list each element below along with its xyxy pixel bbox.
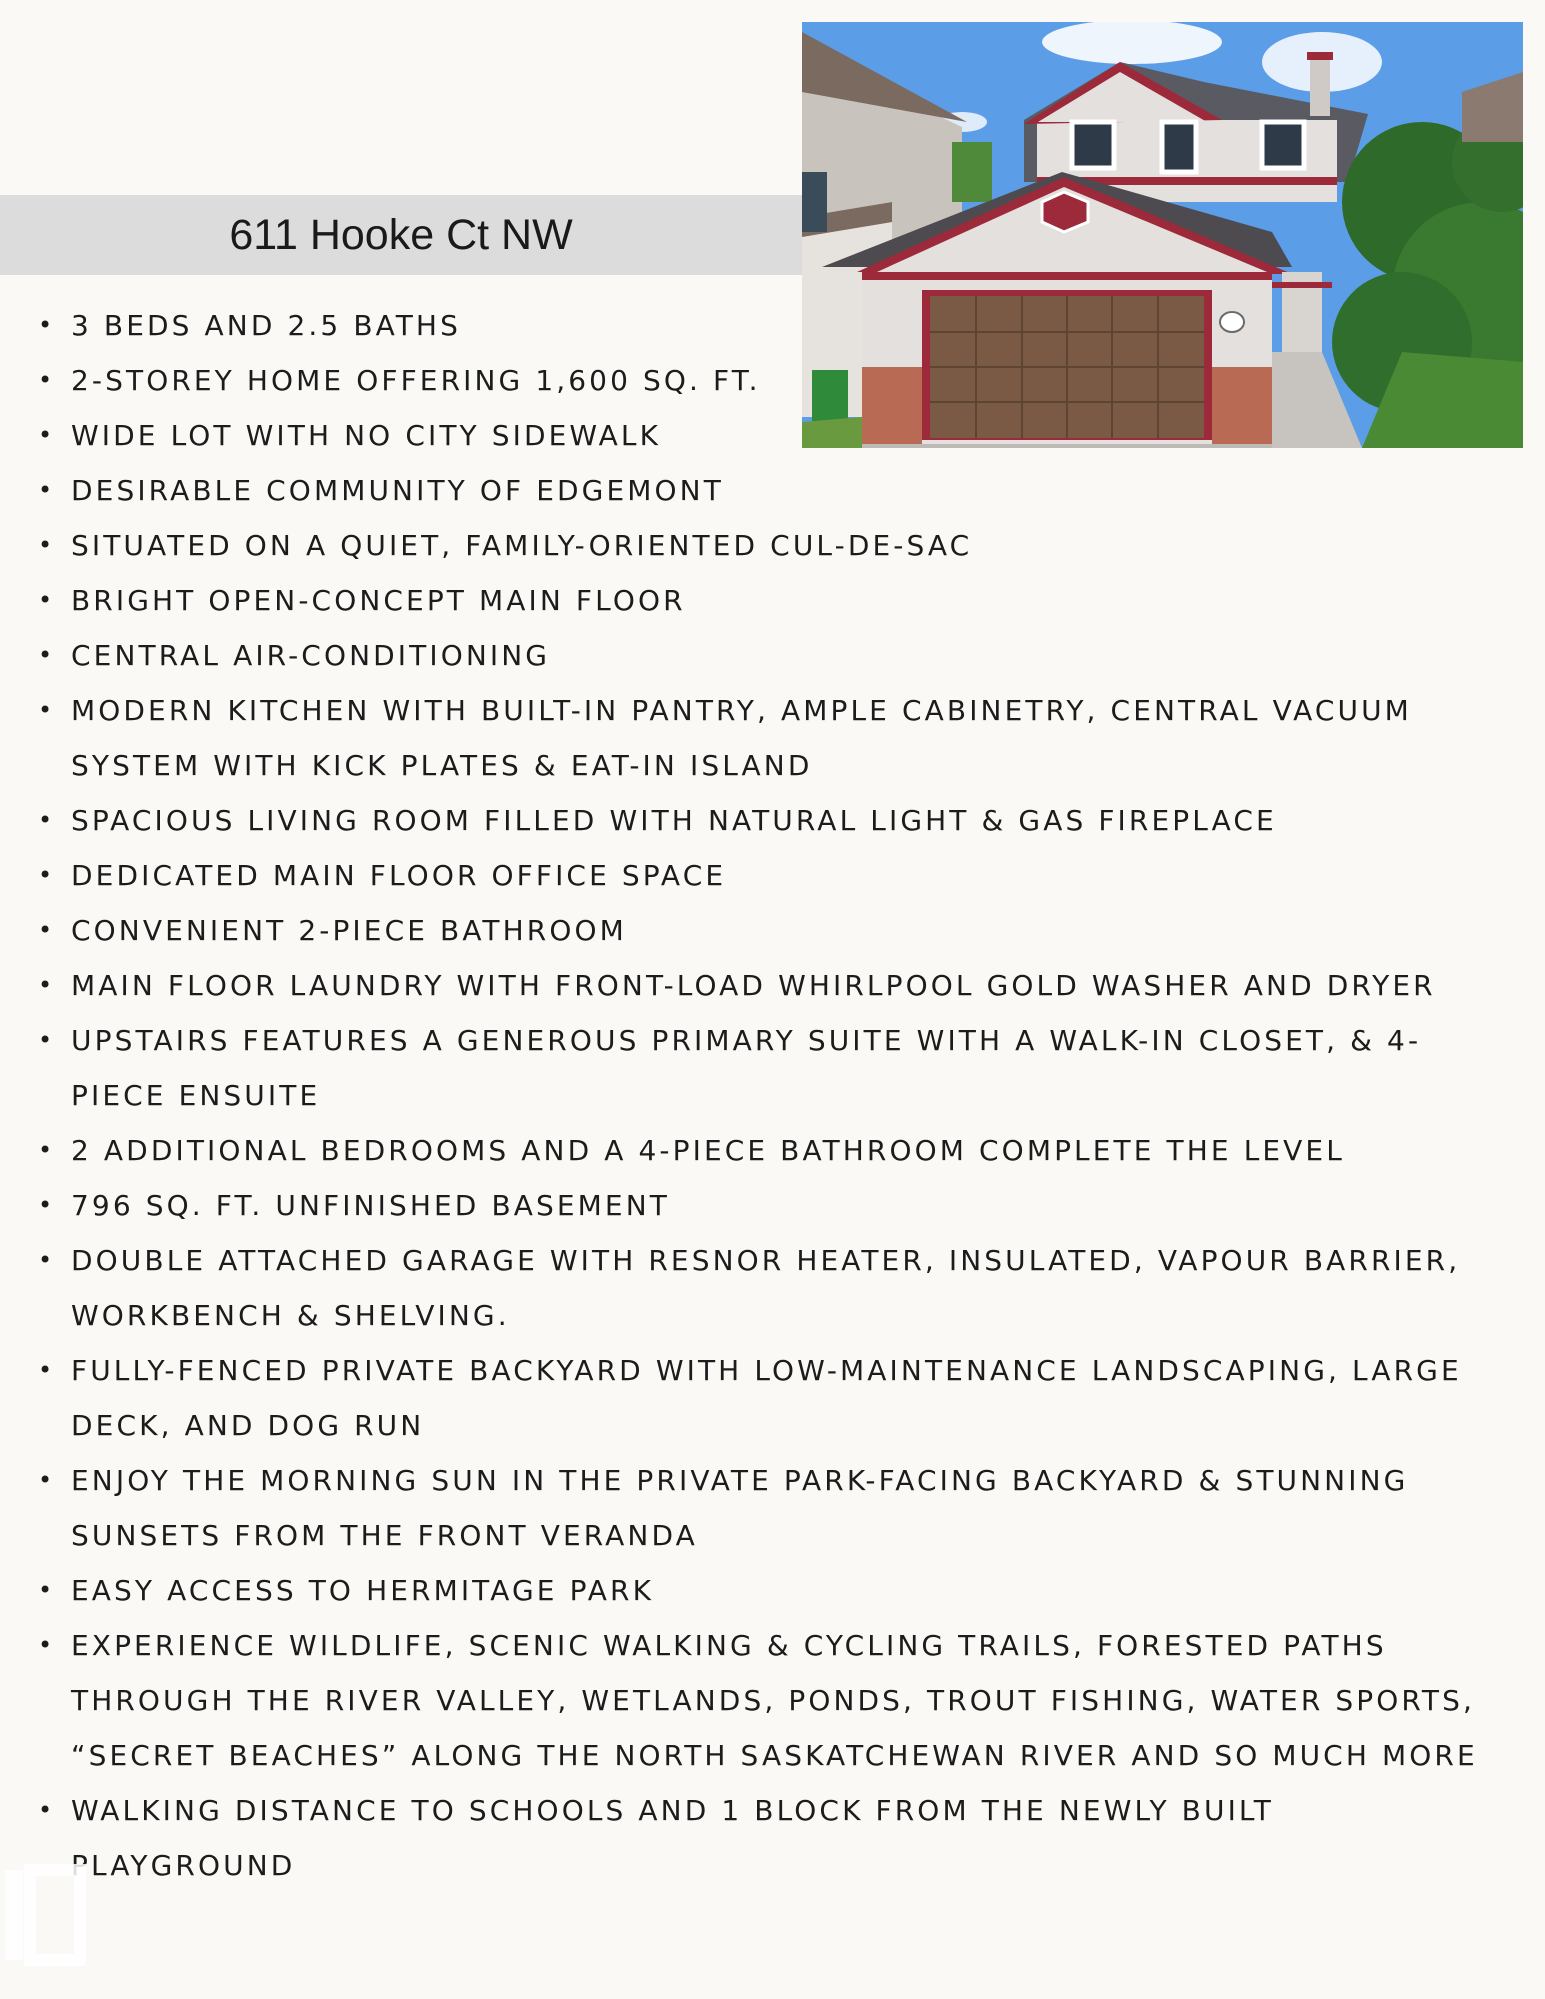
- feature-list: [34, 298, 1514, 1893]
- list-item: • DESIRABLE COMMUNITY OF EDGEMONT: [34, 463, 1501, 518]
- list-item: • SPACIOUS LIVING ROOM FILLED WITH NATURAL LIGHT & GAS FIREPLACE: [34, 793, 1501, 848]
- list-item: • 796 SQ. FT. UNFINISHED BASEMENT: [34, 1178, 1501, 1233]
- list-item: • SITUATED ON A QUIET, FAMILY-ORIENTED CUL-DE-SAC: [34, 518, 1501, 573]
- list-item: • UPSTAIRS FEATURES A GENEROUS PRIMARY SUITE WITH A WALK-IN CLOSET, & 4-PIECE ENSUITE: [34, 1013, 1501, 1123]
- list-item: • WALKING DISTANCE TO SCHOOLS AND 1 BLOCK FROM THE NEWLY BUILT PLAYGROUND: [34, 1783, 1501, 1893]
- list-item: • BRIGHT OPEN-CONCEPT MAIN FLOOR: [34, 573, 1501, 628]
- list-item: • DEDICATED MAIN FLOOR OFFICE SPACE: [34, 848, 1501, 903]
- list-item: • ENJOY THE MORNING SUN IN THE PRIVATE PARK-FACING BACKYARD & STUNNING SUNSETS FROM THE FRONT VERANDA: [34, 1453, 1501, 1563]
- list-item: • WIDE LOT WITH NO CITY SIDEWALK: [34, 408, 1501, 463]
- list-item: • CENTRAL AIR-CONDITIONING: [34, 628, 1501, 683]
- list-item: • FULLY-FENCED PRIVATE BACKYARD WITH LOW-MAINTENANCE LANDSCAPING, LARGE DECK, AND DOG RUN: [34, 1343, 1501, 1453]
- list-item: • MODERN KITCHEN WITH BUILT-IN PANTRY, AMPLE CABINETRY, CENTRAL VACUUM SYSTEM WITH KICK PLATES & EAT-IN ISLAND: [34, 683, 1501, 793]
- page-title: 611 Hooke Ct NW: [229, 210, 573, 259]
- list-item: • CONVENIENT 2-PIECE BATHROOM: [34, 903, 1501, 958]
- watermark-logo: [0, 1860, 100, 1970]
- list-item: • EASY ACCESS TO HERMITAGE PARK: [34, 1563, 1501, 1618]
- list-item: • EXPERIENCE WILDLIFE, SCENIC WALKING & CYCLING TRAILS, FORESTED PATHS THROUGH THE RIVER VALLEY, WETLANDS, PONDS, TROUT FISHING, WATER SPORTS, “SECRET BEACHES” ALONG THE NORTH SASKATCHEWAN RIVER AND SO MUCH MORE: [34, 1618, 1501, 1783]
- list-item: • MAIN FLOOR LAUNDRY WITH FRONT-LOAD WHIRLPOOL GOLD WASHER AND DRYER: [34, 958, 1501, 1013]
- list-item: • 2-STOREY HOME OFFERING 1,600 SQ. FT.: [34, 353, 1501, 408]
- list-item: • 3 BEDS AND 2.5 BATHS: [34, 298, 1501, 353]
- list-item: • DOUBLE ATTACHED GARAGE WITH RESNOR HEATER, INSULATED, VAPOUR BARRIER, WORKBENCH & SHELVING.: [34, 1233, 1501, 1343]
- list-item: • 2 ADDITIONAL BEDROOMS AND A 4-PIECE BATHROOM COMPLETE THE LEVEL: [34, 1123, 1501, 1178]
